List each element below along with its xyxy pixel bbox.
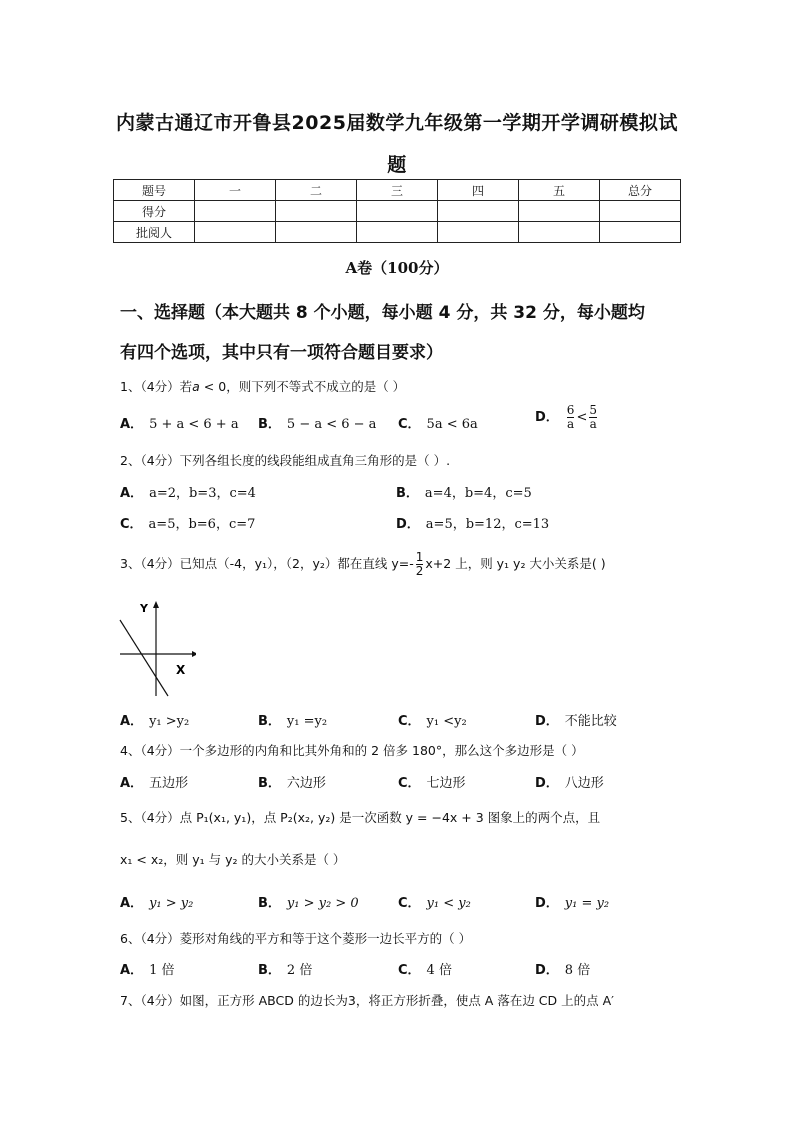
option-text: y₁ > y₂ (149, 896, 194, 911)
option-letter: A． (120, 963, 144, 978)
q1-option-c (398, 413, 478, 432)
option-text: 2 倍 (286, 963, 313, 978)
option-text: 五边形 (149, 776, 189, 791)
frac-denominator: a (589, 417, 597, 431)
q6-option-a (120, 959, 174, 978)
option-letter: B． (258, 776, 281, 791)
score-table-cell: 四 (438, 180, 519, 201)
option-text: y₁ <y₂ (426, 714, 467, 729)
q1-d-relation: < (576, 410, 588, 425)
score-table (113, 179, 681, 243)
q4-option-b (258, 772, 326, 791)
option-letter: C． (398, 963, 421, 978)
score-table-cell (357, 222, 438, 243)
option-text: 4 倍 (426, 963, 452, 978)
q6-option-b (258, 959, 312, 978)
q2-option-c (120, 513, 255, 532)
q1-d-fraction-left (567, 404, 575, 431)
option-text: 5 + a < 6 + a (149, 417, 239, 432)
q3-option-a (120, 710, 189, 729)
option-letter: B． (396, 486, 419, 501)
question-4-stem: 4、（4分）一个多边形的内角和比其外角和的 2 倍多 180°，那么这个多边形是（ ） (120, 743, 584, 758)
option-letter: C． (120, 517, 143, 532)
q5-option-c (398, 892, 471, 911)
q6-option-c (398, 959, 452, 978)
option-text: 七边形 (426, 776, 466, 791)
score-table-header-row (114, 180, 681, 201)
option-text: 八边形 (564, 776, 604, 791)
q4-option-d (535, 772, 604, 791)
y-axis-arrow-icon (153, 601, 159, 608)
score-table-row (114, 222, 681, 243)
option-letter: A． (120, 714, 144, 729)
q5-option-d (535, 892, 609, 911)
q1-option-b (258, 413, 376, 432)
score-table-cell: 二 (276, 180, 357, 201)
option-letter: B． (258, 417, 281, 432)
option-letter: B． (258, 896, 281, 911)
score-table-cell (438, 201, 519, 222)
q2-option-d (396, 513, 549, 532)
option-letter: D． (535, 776, 559, 791)
score-table-row (114, 201, 681, 222)
score-table-cell: 总分 (600, 180, 681, 201)
score-table-cell (600, 222, 681, 243)
section-heading-line2: 有四个选项，其中只有一项符合题目要求） (120, 343, 443, 363)
option-text: 5 − a < 6 − a (286, 417, 377, 432)
q1-option-a (120, 413, 239, 432)
question-5-stem-line1: 5、（4分）点 P₁(x₁, y₁)，点 P₂(x₂, y₂) 是一次函数 y = −4x + 3 图象上的两个点，且 (120, 810, 601, 825)
score-table-cell (438, 222, 519, 243)
q2-option-a (120, 482, 256, 501)
option-text: 六边形 (286, 776, 326, 791)
option-text: 8 倍 (564, 963, 591, 978)
score-table-cell (519, 222, 600, 243)
frac-denominator: 2 (415, 564, 424, 578)
question-6-stem: 6、（4分）菱形对角线的平方和等于这个菱形一边长平方的（ ） (120, 931, 472, 946)
frac-numerator: 1 (415, 550, 424, 564)
q6-option-d (535, 959, 590, 978)
exam-title-line1: 内蒙古通辽市开鲁县2025届数学九年级第一学期开学调研模拟试 (116, 112, 678, 134)
x-axis-label: X (176, 663, 186, 677)
score-table-cell (357, 201, 438, 222)
option-text: y₁ >y₂ (149, 714, 190, 729)
q4-option-a (120, 772, 188, 791)
option-text: a=4，b=4，c=5 (424, 486, 532, 501)
q3-option-c (398, 710, 467, 729)
q3-stem-part: x+2 上，则 y₁ y₂ 大小关系是( ) (425, 556, 606, 571)
frac-numerator: 5 (589, 403, 597, 417)
option-letter: B． (258, 714, 281, 729)
option-letter: A． (120, 417, 144, 432)
option-letter: D． (535, 714, 559, 729)
q1-stem-part: < 0，则下列不等式不成立的是（ ） (199, 379, 406, 394)
option-text: a=2，b=3，c=4 (149, 486, 256, 501)
option-letter: D． (535, 410, 559, 425)
part-a-subtitle: A卷（100分） (345, 259, 449, 277)
q1-d-fraction-right (589, 404, 597, 431)
score-table-cell (195, 222, 276, 243)
score-table-cell (276, 201, 357, 222)
score-table-cell: 批阅人 (114, 222, 195, 243)
option-text: a=5，b=6，c=7 (148, 517, 256, 532)
option-text: a=5，b=12，c=13 (425, 517, 550, 532)
q3-fraction (416, 551, 424, 578)
q3-option-b (258, 710, 327, 729)
section-heading-line1: 一、选择题（本大题共 8 个小题，每小题 4 分，共 32 分，每小题均 (120, 303, 645, 323)
option-text: y₁ > y₂ > 0 (286, 896, 359, 911)
score-table-cell (195, 201, 276, 222)
option-letter: D． (535, 896, 559, 911)
option-letter: C． (398, 714, 421, 729)
q1-option-d (535, 404, 599, 431)
q5-option-a (120, 892, 193, 911)
question-2-stem: 2、（4分）下列各组长度的线段能组成直角三角形的是（ ）. (120, 453, 451, 468)
option-letter: B． (258, 963, 281, 978)
frac-denominator: a (567, 417, 575, 431)
option-letter: A． (120, 896, 144, 911)
score-table-cell: 三 (357, 180, 438, 201)
score-table-cell (276, 222, 357, 243)
question-1-stem (120, 377, 680, 395)
option-letter: C． (398, 417, 421, 432)
option-letter: C． (398, 776, 421, 791)
option-text: 1 倍 (149, 963, 175, 978)
option-text: y₁ =y₂ (286, 714, 328, 729)
x-axis-arrow-icon (192, 651, 196, 657)
question-5-stem-line2: x₁ < x₂，则 y₁ 与 y₂ 的大小关系是（ ） (120, 852, 346, 867)
y-axis-label: Y (140, 602, 148, 615)
question-7-stem: 7、（4分）如图，正方形 ABCD 的边长为3，将正方形折叠，使点 A 落在边 CD 上的点 A′ (120, 993, 614, 1008)
score-table-cell (519, 201, 600, 222)
option-text: y₁ < y₂ (426, 896, 471, 911)
exam-title-line2: 题 (387, 154, 407, 176)
frac-numerator: 6 (566, 403, 575, 417)
score-table-cell: 得分 (114, 201, 195, 222)
option-letter: D． (396, 517, 420, 532)
score-table-cell (600, 201, 681, 222)
q3-option-d (535, 710, 617, 729)
option-letter: A． (120, 776, 144, 791)
q3-stem-part: 3、（4分）已知点（-4，y₁），（2，y₂）都在直线 y=- (120, 556, 414, 571)
option-letter: C． (398, 896, 421, 911)
graph-line (120, 620, 168, 696)
option-letter: D． (535, 963, 559, 978)
score-table-cell: 一 (195, 180, 276, 201)
q1-stem-variable: a (192, 379, 200, 394)
option-text: y₁ = y₂ (564, 896, 610, 911)
score-table-cell: 题号 (114, 180, 195, 201)
q3-line-graph (116, 598, 196, 698)
q4-option-c (398, 772, 466, 791)
option-text: 不能比较 (564, 714, 617, 729)
option-letter: A． (120, 486, 144, 501)
score-table-cell: 五 (519, 180, 600, 201)
q1-stem-part: 1、（4分）若 (120, 379, 193, 394)
q2-option-b (396, 482, 532, 501)
question-3-stem (120, 551, 680, 578)
option-text: 5a < 6a (426, 417, 478, 432)
q5-option-b (258, 892, 359, 911)
